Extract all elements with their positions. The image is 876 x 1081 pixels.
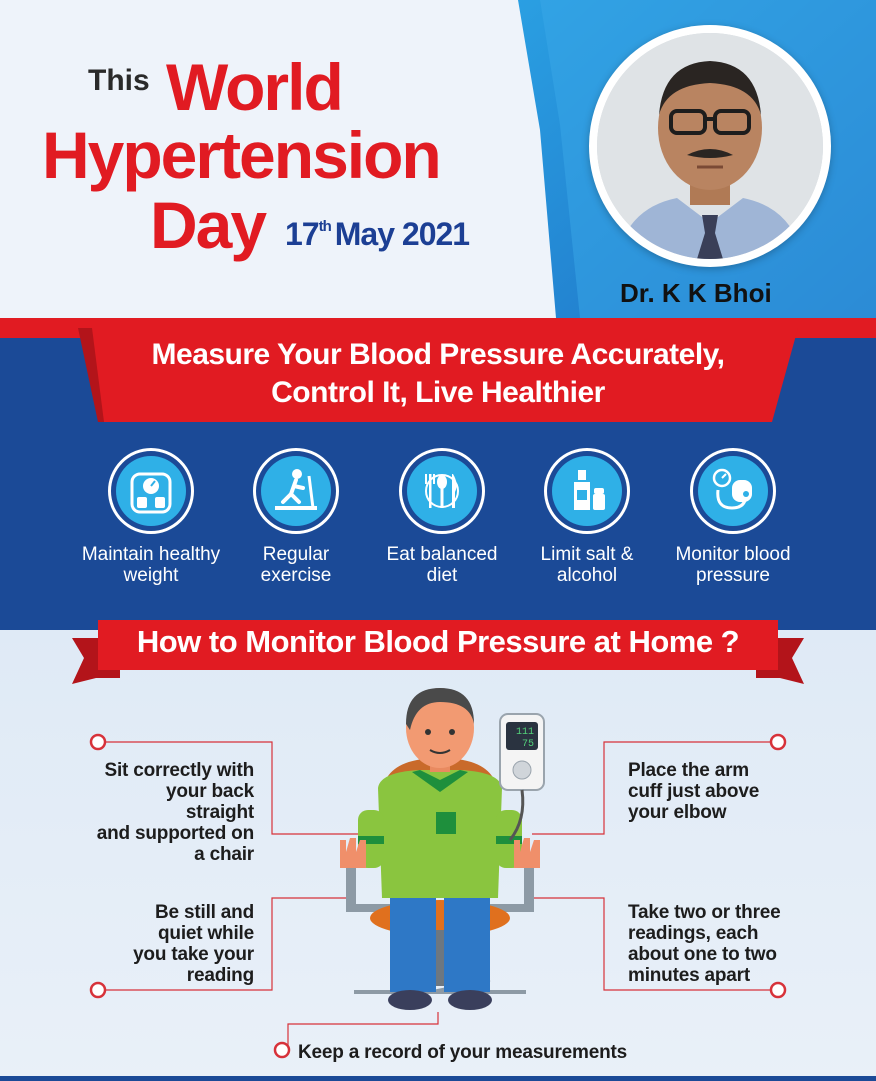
tip-circle — [399, 448, 485, 534]
bottle-salt-shaker-icon — [560, 464, 614, 518]
step-line: Sit correctly with — [104, 760, 254, 781]
tip-label — [660, 544, 806, 586]
step-line: minutes apart — [628, 965, 750, 986]
tip-circle — [108, 448, 194, 534]
person-measuring-bp-illustration — [320, 680, 560, 1020]
tip-label — [223, 544, 369, 586]
tip-monitor-bp — [660, 448, 806, 586]
title-world: World — [166, 50, 342, 124]
tip-label-line: weight — [123, 565, 179, 586]
tip-label-line: pressure — [696, 565, 770, 586]
tip-label-line: exercise — [260, 565, 332, 586]
bottom-border — [0, 1076, 876, 1081]
title-day: Day — [150, 188, 266, 262]
slogan-line-2: Control It, Live Healthier — [271, 376, 605, 409]
tip-circle — [690, 448, 776, 534]
step-be-still — [120, 902, 254, 986]
step-line: cuff just above — [628, 781, 760, 802]
doctor-name: Dr. K K Bhoi — [620, 278, 772, 308]
tip-label-line: Limit salt & — [540, 544, 634, 565]
step-sit-correctly — [96, 760, 254, 865]
tip-label — [514, 544, 660, 586]
step-line: Place the arm — [628, 760, 749, 781]
tip-circle — [253, 448, 339, 534]
header — [0, 0, 876, 318]
tip-label-line: Monitor blood — [675, 544, 791, 565]
plate-cutlery-icon — [415, 464, 469, 518]
step-line: you take your — [133, 944, 254, 965]
title-this: This — [88, 64, 150, 97]
bp-reading-diastolic: 75 — [521, 739, 534, 750]
step-take-readings — [628, 902, 788, 986]
step-line: reading — [186, 965, 254, 986]
tip-limit-salt-alcohol — [514, 448, 660, 586]
doctor-photo-frame — [589, 25, 831, 267]
step-line: Be still and — [155, 902, 254, 923]
step-line: readings, each — [628, 923, 759, 944]
date-suffix: th — [318, 218, 331, 235]
title-hypertension: Hypertension — [42, 118, 440, 192]
title-date — [285, 216, 469, 253]
tip-regular-exercise — [223, 448, 369, 586]
treadmill-runner-icon — [269, 464, 323, 518]
step-line: your elbow — [628, 802, 727, 823]
bp-reading-systolic: 111 — [515, 727, 534, 738]
tip-label — [78, 544, 224, 586]
slogan — [92, 336, 784, 412]
step-line: quiet while — [158, 923, 254, 944]
tip-balanced-diet — [369, 448, 515, 586]
tip-label-line: Regular — [262, 544, 330, 565]
step-keep-record: Keep a record of your measurements — [298, 1042, 627, 1063]
tip-circle — [544, 448, 630, 534]
tip-label-line: alcohol — [556, 565, 618, 586]
bp-monitor-icon — [706, 464, 760, 518]
doctor-portrait-icon — [597, 33, 823, 259]
monitor-title: How to Monitor Blood Pressure at Home ? — [136, 624, 740, 659]
step-line: and supported on — [96, 823, 254, 844]
tip-label — [369, 544, 515, 586]
tip-label-line: Eat balanced — [386, 544, 498, 565]
tips-row — [78, 448, 806, 598]
weighing-scale-icon — [124, 464, 178, 518]
date-month-year: May 2021 — [334, 216, 470, 252]
step-arm-cuff — [628, 760, 768, 823]
date-day: 17 — [285, 216, 319, 252]
step-line: Take two or three — [628, 902, 781, 923]
tip-label-line: diet — [426, 565, 458, 586]
step-line: a chair — [194, 844, 254, 865]
slogan-line-1: Measure Your Blood Pressure Accurately, — [151, 338, 725, 371]
tip-label-line: Maintain healthy — [81, 544, 221, 565]
step-line: your back straight — [166, 781, 254, 823]
tip-healthy-weight — [78, 448, 224, 586]
step-line: about one to two — [628, 944, 777, 965]
doctor-photo — [597, 33, 823, 259]
